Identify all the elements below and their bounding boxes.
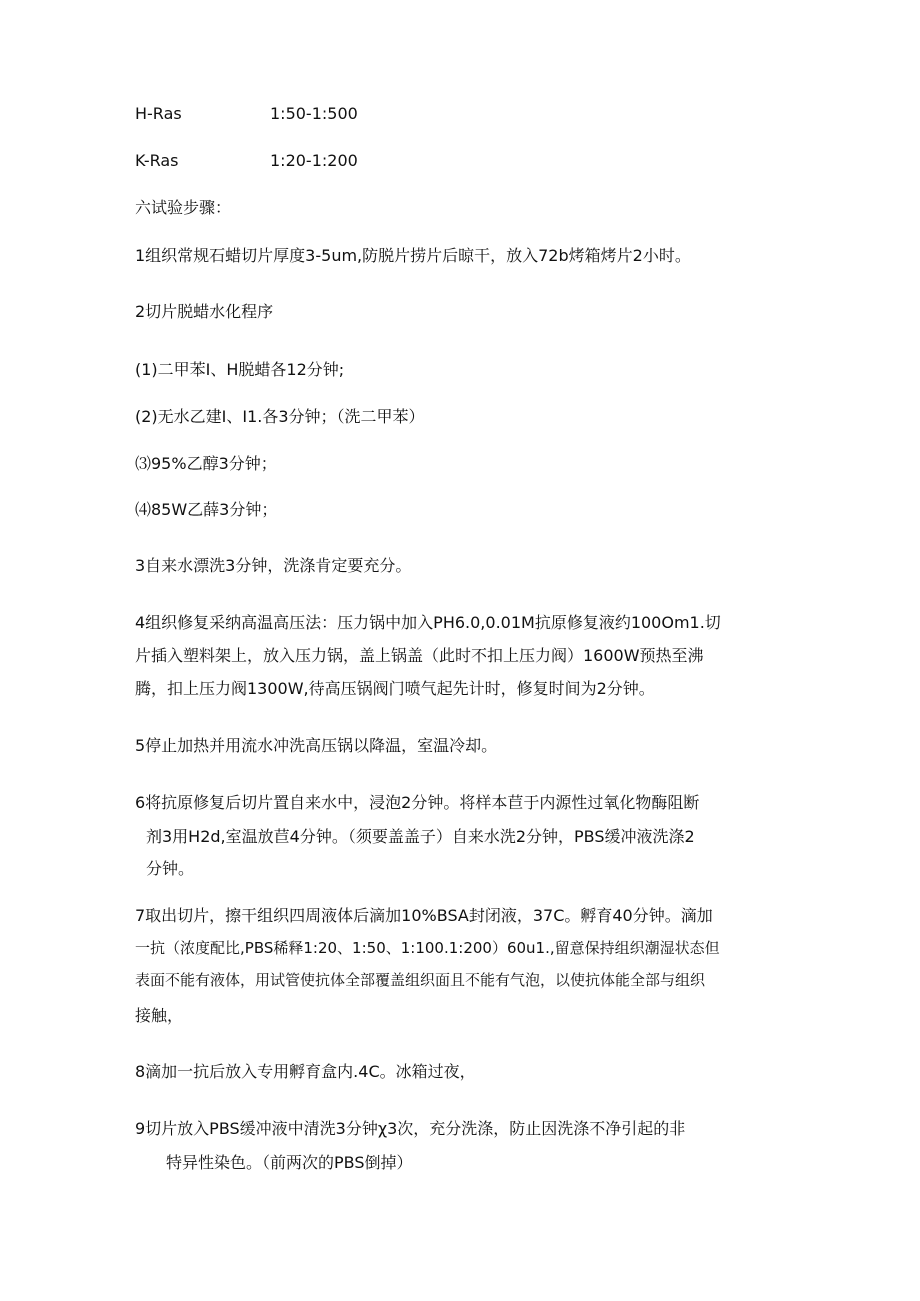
step-7-line: 7取出切片，擦干组织四周液体后滴加10%BSA封闭液，37C。孵育40分钟。滴加 xyxy=(135,906,713,925)
step-2-substep-3: ⑶95%乙醇3分钟； xyxy=(135,454,277,473)
step-5: 5停止加热并用流水冲洗高压锅以降温，室温冷却。 xyxy=(135,736,498,755)
antibody-dilution: 1:20-1:200 xyxy=(270,151,358,170)
step-6-line: 6将抗原修复后切片置自来水中，浸泡2分钟。将样本苣于内源性过氧化物酶阻断 xyxy=(135,793,700,812)
step-4-line: 腾，扣上压力阀1300W,待高压锅阀门喷气起先计时，修复时间为2分钟。 xyxy=(135,679,655,698)
antibody-dilution: 1:50-1:500 xyxy=(270,104,358,123)
section-heading: 六试验步骤： xyxy=(135,198,232,217)
step-2-substep-1: (1)二甲苯I、H脱蜡各12分钟; xyxy=(135,360,345,379)
step-9-line: 9切片放入PBS缓冲液中清洗3分钟χ3次，充分洗涤，防止因洗涤不净引起的非 xyxy=(135,1119,686,1138)
step-1: 1组织常规石蜡切片厚度3-5um,防脱片捞片后晾干，放入72b烤箱烤片2小时。 xyxy=(135,246,691,265)
step-7-line: 接触， xyxy=(135,1006,184,1025)
step-4-line: 4组织修复采纳高温高压法：压力锅中加入PH6.0,0.01M抗原修复液约100Om1.切 xyxy=(135,613,721,632)
step-2: 2切片脱蜡水化程序 xyxy=(135,302,274,321)
step-8: 8滴加一抗后放入专用孵育盒内.4C。冰箱过夜， xyxy=(135,1062,476,1081)
step-7-line: 一抗（浓度配比,PBS稀释1:20、1:50、1:100.1:200）60u1.,留意保持组织潮湿状态但 xyxy=(135,939,720,957)
step-2-substep-4: ⑷85W乙薛3分钟； xyxy=(135,500,278,519)
step-3: 3自来水漂洗3分钟，洗涤肯定要充分。 xyxy=(135,556,412,575)
step-2-substep-2: (2)无水乙建I、I1.各3分钟；（洗二甲苯） xyxy=(135,407,425,426)
step-6-line: 分钟。 xyxy=(146,859,195,878)
step-4-line: 片插入塑料架上，放入压力锅，盖上锅盖（此时不扣上压力阀）1600W预热至沸 xyxy=(135,646,704,665)
step-7-line: 表面不能有液体，用试管使抗体全部覆盖组织面且不能有气泡，以使抗体能全部与组织 xyxy=(135,971,706,989)
step-9-line: 特异性染色。（前两次的PBS倒掉） xyxy=(166,1153,413,1172)
antibody-name: K-Ras xyxy=(135,151,179,170)
antibody-name: H-Ras xyxy=(135,104,182,123)
step-6-line: 剂3用H2d,室温放苣4分钟。（须要盖盖子）自来水洗2分钟，PBS缓冲液洗涤2 xyxy=(146,827,695,846)
